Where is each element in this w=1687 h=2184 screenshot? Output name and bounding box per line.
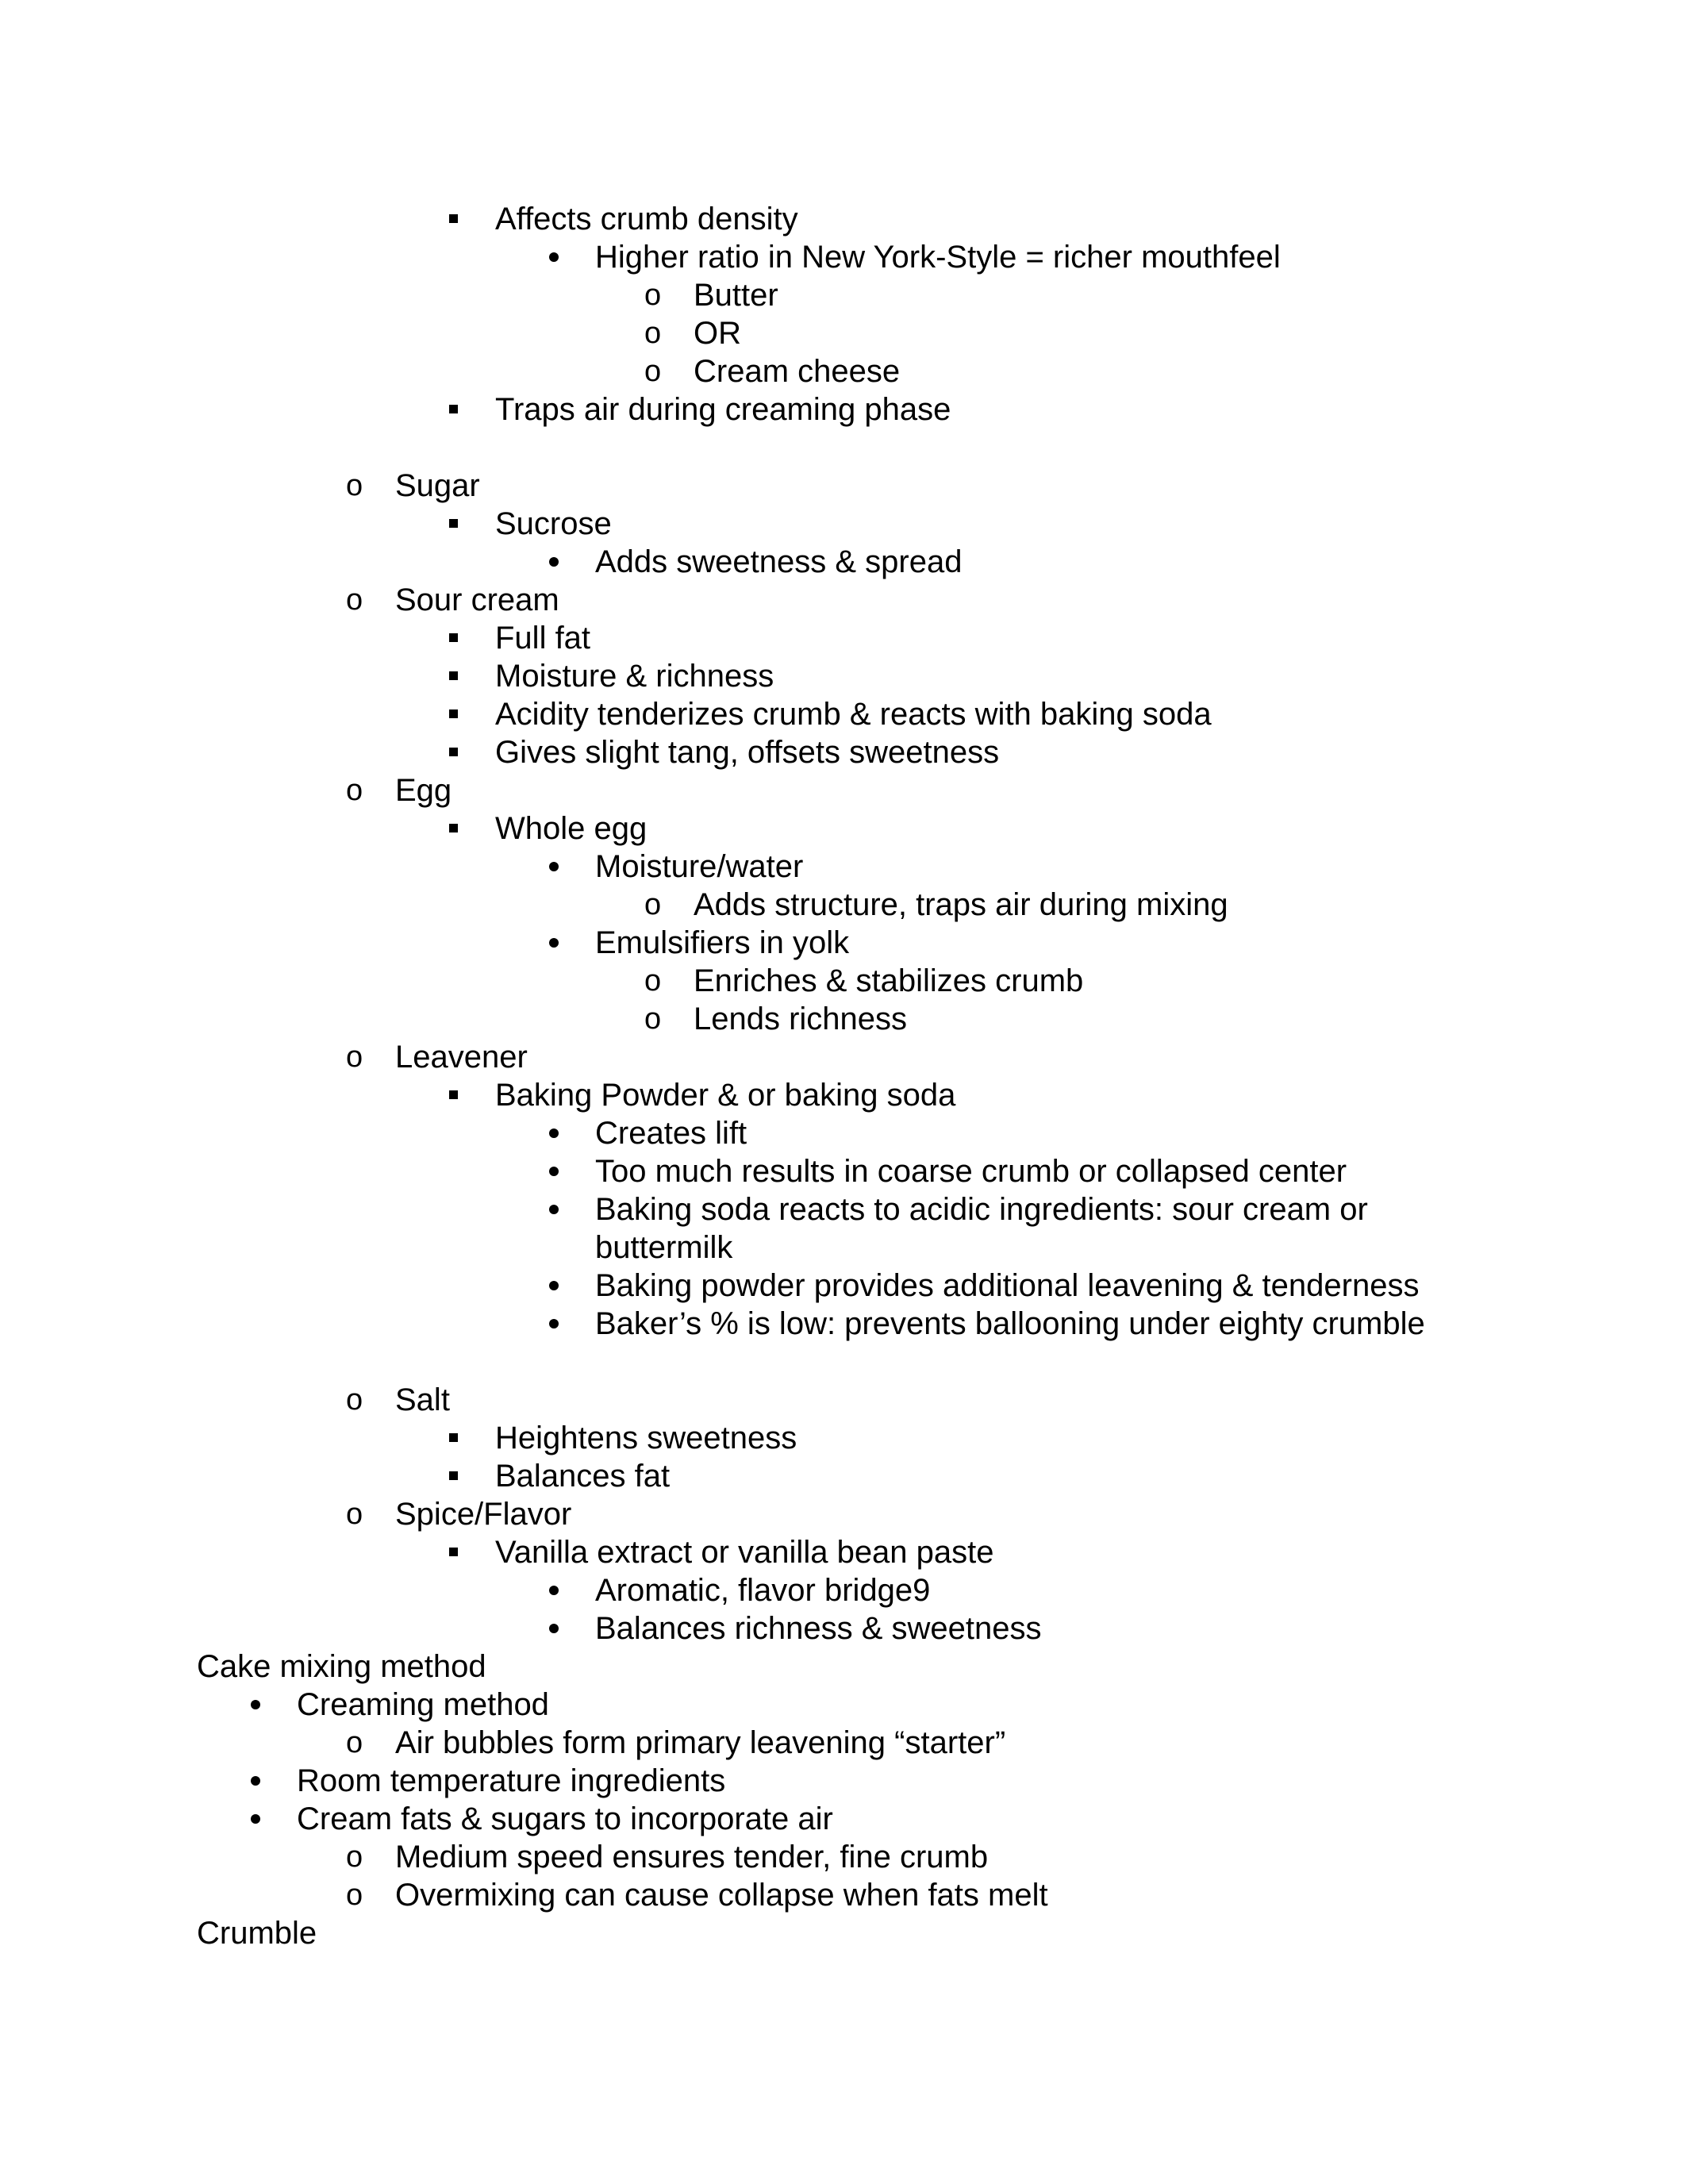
outline-text: Moisture/water <box>595 849 804 884</box>
section-heading: Cake mixing method <box>197 1649 486 1684</box>
outline-text: Gives slight tang, offsets sweetness <box>495 735 1000 770</box>
circle-bullet-icon: o <box>346 774 363 807</box>
square-bullet-icon <box>449 671 458 680</box>
square-bullet-icon <box>449 633 458 642</box>
outline-text: Spice/Flavor <box>395 1497 572 1532</box>
outline-text: Baking Powder & or baking soda <box>495 1078 956 1113</box>
outline-text: Creaming method <box>297 1687 549 1722</box>
dot-bullet-icon <box>549 1167 559 1176</box>
outline-text: Cream fats & sugars to incorporate air <box>297 1801 833 1836</box>
circle-bullet-icon: o <box>644 279 662 312</box>
dot-bullet-icon <box>549 557 559 567</box>
circle-bullet-icon: o <box>644 964 662 998</box>
outline-text: Heightens sweetness <box>495 1421 797 1455</box>
circle-bullet-icon: o <box>346 1498 363 1531</box>
circle-bullet-icon: o <box>644 317 662 350</box>
dot-bullet-icon <box>549 1624 559 1633</box>
outline-text: Traps air during creaming phase <box>495 392 951 427</box>
outline-text: Adds sweetness & spread <box>595 544 963 579</box>
outline-text: Moisture & richness <box>495 659 774 694</box>
circle-bullet-icon: o <box>346 1840 363 1874</box>
outline-text: Cream cheese <box>694 354 901 389</box>
circle-bullet-icon: o <box>346 583 363 617</box>
outline-text: Overmixing can cause collapse when fats melt <box>395 1878 1048 1913</box>
square-bullet-icon <box>449 214 458 223</box>
outline-text: Sugar <box>395 468 480 503</box>
dot-bullet-icon <box>549 1281 559 1290</box>
outline-text: Whole egg <box>495 811 648 846</box>
square-bullet-icon <box>449 748 458 756</box>
outline-text: Vanilla extract or vanilla bean paste <box>495 1535 994 1570</box>
outline-text: Adds structure, traps air during mixing <box>694 887 1228 922</box>
section-heading: Crumble <box>197 1916 317 1951</box>
outline-text: Sour cream <box>395 583 559 617</box>
outline-text: Baker’s % is low: prevents ballooning under eighty crumble <box>595 1306 1425 1341</box>
square-bullet-icon <box>449 1471 458 1480</box>
square-bullet-icon <box>449 1090 458 1099</box>
outline-text: Higher ratio in New York-Style = richer mouthfeel <box>595 240 1281 275</box>
dot-bullet-icon <box>549 252 559 262</box>
square-bullet-icon <box>449 824 458 832</box>
outline-text: Room temperature ingredients <box>297 1763 726 1798</box>
outline-text: buttermilk <box>595 1230 733 1265</box>
circle-bullet-icon: o <box>346 469 363 502</box>
dot-bullet-icon <box>549 938 559 948</box>
square-bullet-icon <box>449 519 458 528</box>
outline-text: Balances richness & sweetness <box>595 1611 1042 1646</box>
dot-bullet-icon <box>251 1700 260 1709</box>
circle-bullet-icon: o <box>644 888 662 921</box>
outline-text: Acidity tenderizes crumb & reacts with baking soda <box>495 697 1212 732</box>
circle-bullet-icon: o <box>346 1040 363 1074</box>
square-bullet-icon <box>449 405 458 413</box>
outline-text: Sucrose <box>495 506 612 541</box>
outline-text: Creates lift <box>595 1116 747 1151</box>
dot-bullet-icon <box>251 1814 260 1824</box>
dot-bullet-icon <box>549 1129 559 1138</box>
dot-bullet-icon <box>251 1776 260 1786</box>
outline-text: Baking soda reacts to acidic ingredients: sour cream or <box>595 1192 1368 1227</box>
dot-bullet-icon <box>549 1205 559 1214</box>
outline-text: Air bubbles form primary leavening “starter” <box>395 1725 1006 1760</box>
circle-bullet-icon: o <box>346 1878 363 1912</box>
dot-bullet-icon <box>549 862 559 871</box>
outline-text: Leavener <box>395 1040 528 1075</box>
circle-bullet-icon: o <box>346 1726 363 1759</box>
outline-text: Baking powder provides additional leavening & tenderness <box>595 1268 1420 1303</box>
outline-text: Medium speed ensures tender, fine crumb <box>395 1840 989 1874</box>
circle-bullet-icon: o <box>644 355 662 388</box>
outline-text: Egg <box>395 773 452 808</box>
outline-text: Butter <box>694 278 778 313</box>
outline-text: Salt <box>395 1382 450 1417</box>
square-bullet-icon <box>449 709 458 718</box>
outline-text: Aromatic, flavor bridge9 <box>595 1573 931 1608</box>
circle-bullet-icon: o <box>644 1002 662 1036</box>
dot-bullet-icon <box>549 1586 559 1595</box>
outline-text: Emulsifiers in yolk <box>595 925 850 960</box>
outline-text: Affects crumb density <box>495 202 798 236</box>
outline-text: Too much results in coarse crumb or collapsed center <box>595 1154 1347 1189</box>
outline-text: Enriches & stabilizes crumb <box>694 963 1084 998</box>
circle-bullet-icon: o <box>346 1383 363 1417</box>
square-bullet-icon <box>449 1548 458 1556</box>
outline-text: OR <box>694 316 741 351</box>
square-bullet-icon <box>449 1433 458 1442</box>
dot-bullet-icon <box>549 1319 559 1328</box>
outline-text: Balances fat <box>495 1459 671 1494</box>
outline-text: Full fat <box>495 621 591 656</box>
outline-text: Lends richness <box>694 1002 908 1036</box>
